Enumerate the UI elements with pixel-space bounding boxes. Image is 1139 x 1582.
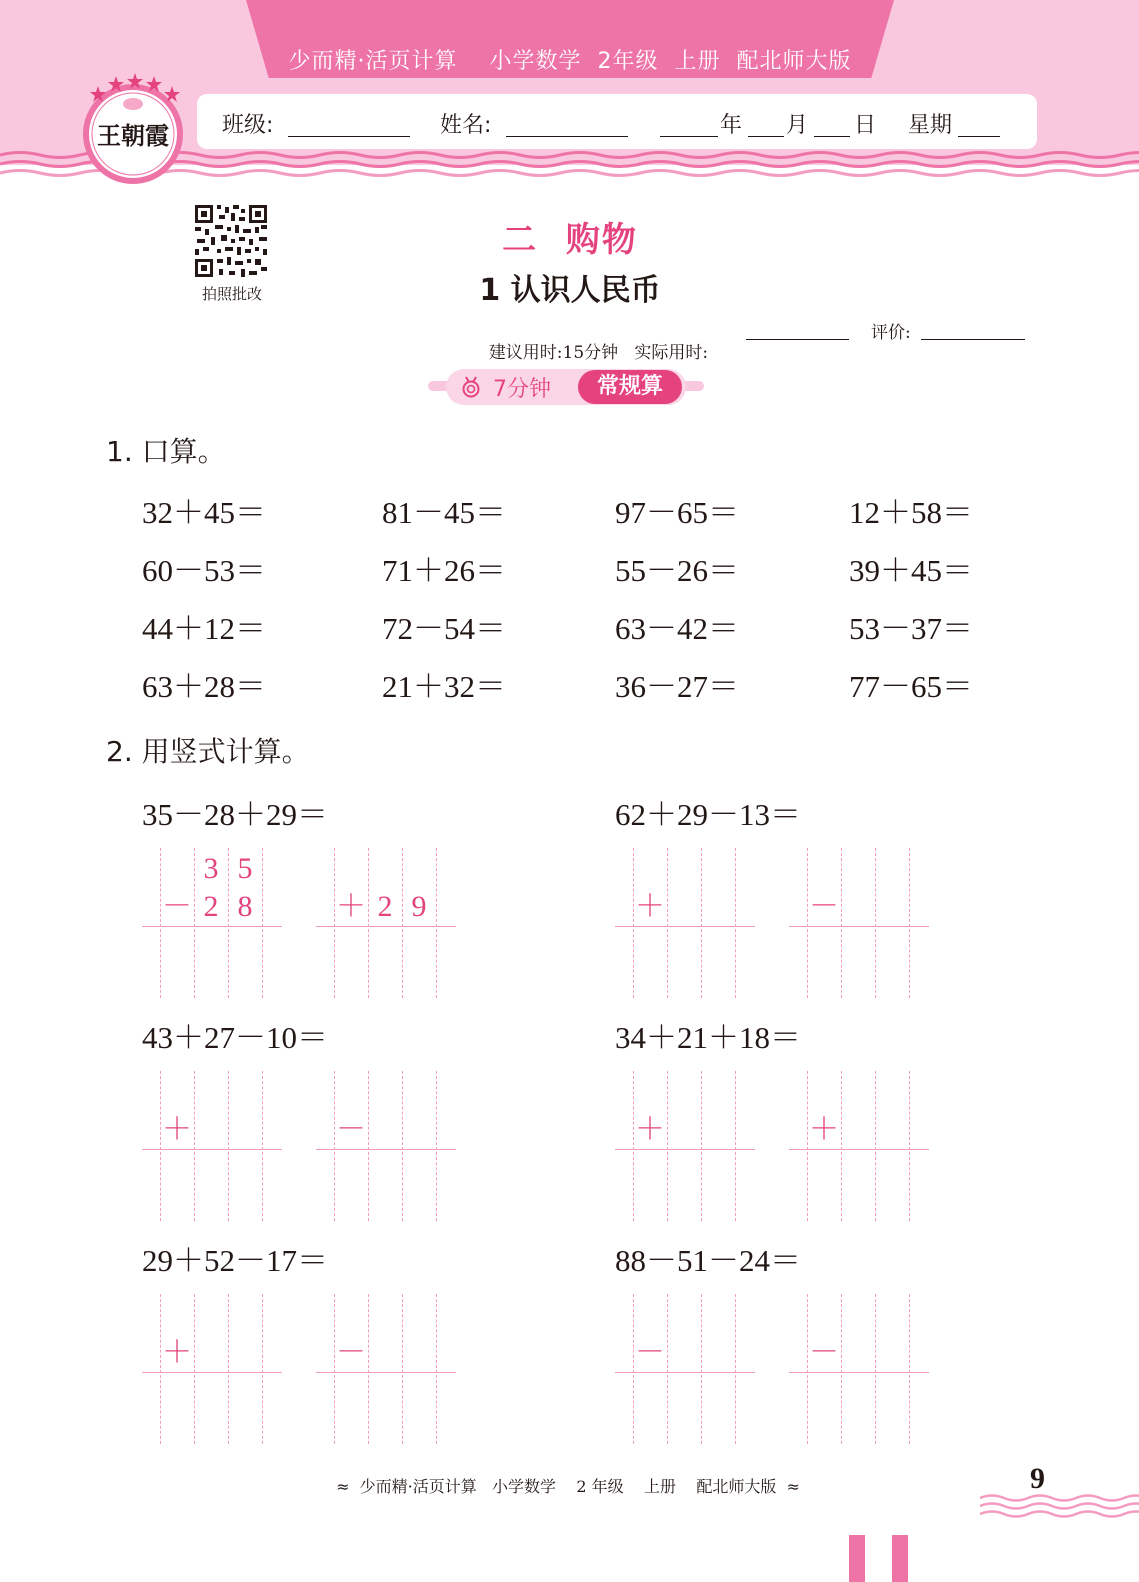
- vertical-calc-expression: 88－51－24＝: [615, 1243, 801, 1278]
- day-field[interactable]: [814, 110, 850, 137]
- vertical-calc-expression: 35－28＋29＝: [142, 797, 328, 832]
- q2-title: 2. 用竖式计算。: [106, 735, 310, 768]
- mental-calc-item: 39＋45＝: [849, 553, 973, 588]
- grid-operator: －: [809, 890, 839, 923]
- year-label: 年: [720, 113, 743, 138]
- grid-operator: ＋: [635, 890, 665, 923]
- grid-digit: 3: [203, 852, 219, 885]
- mental-calc-item: 77－65＝: [849, 669, 973, 704]
- vertical-calc-grid[interactable]: [615, 1071, 755, 1221]
- mental-calc-item: 36－27＝: [615, 669, 739, 704]
- vertical-calc-expression: 34＋21＋18＝: [615, 1020, 801, 1055]
- name-field[interactable]: [506, 110, 628, 137]
- mental-calc-item: 32＋45＝: [142, 495, 266, 530]
- grid-digit: 9: [411, 890, 427, 923]
- footer-wave-decoration: [980, 1484, 1139, 1524]
- page-number: 9: [1030, 1462, 1045, 1495]
- actual-time-label: 实际用时:: [634, 343, 709, 363]
- section-title: 二 购物: [502, 220, 638, 260]
- month-field[interactable]: [748, 110, 784, 137]
- grid-operator: ＋: [336, 890, 366, 923]
- day-label: 日: [854, 113, 877, 138]
- vertical-calc-grid[interactable]: [789, 1071, 929, 1221]
- name-label: 姓名:: [440, 113, 492, 138]
- mental-calc-item: 55－26＝: [615, 553, 739, 588]
- page-edge-tab: [892, 1535, 908, 1582]
- qr-label: 拍照批改: [201, 285, 262, 303]
- grid-digit: 8: [237, 890, 253, 923]
- vertical-calc-grid[interactable]: [789, 1294, 929, 1444]
- mental-calc-item: 21＋32＝: [382, 669, 506, 704]
- calc-type-tag: 常规算: [578, 370, 682, 404]
- grid-operator: ＋: [809, 1113, 839, 1146]
- month-label: 月: [786, 113, 809, 138]
- weekday-field[interactable]: [958, 110, 1000, 137]
- vertical-calc-grid[interactable]: [615, 848, 755, 998]
- mental-calc-item: 12＋58＝: [849, 495, 973, 530]
- brand-logo-icon: [78, 72, 188, 187]
- grid-digit: 2: [203, 890, 219, 923]
- mental-calc-item: 53－37＝: [849, 611, 973, 646]
- vertical-calc-grid[interactable]: [142, 848, 282, 998]
- mental-calc-item: 44＋12＝: [142, 611, 266, 646]
- grid-operator: －: [336, 1113, 366, 1146]
- q1-title: 1. 口算。: [106, 435, 226, 468]
- mental-calc-item: 81－45＝: [382, 495, 506, 530]
- suggested-time: 建议用时:15分钟: [488, 343, 619, 363]
- grid-operator: ＋: [635, 1113, 665, 1146]
- qr-code-icon[interactable]: [193, 203, 269, 279]
- vertical-calc-expression: 29＋52－17＝: [142, 1243, 328, 1278]
- class-field[interactable]: [288, 110, 410, 137]
- mental-calc-item: 71＋26＝: [382, 553, 506, 588]
- book-title: 少而精·活页计算 小学数学 2年级 上册 配北师大版: [288, 49, 852, 74]
- grid-operator: －: [635, 1336, 665, 1369]
- mental-calc-item: 60－53＝: [142, 553, 266, 588]
- mental-calc-item: 63－42＝: [615, 611, 739, 646]
- year-field[interactable]: [660, 110, 718, 137]
- vertical-calc-grid[interactable]: [142, 1071, 282, 1221]
- evaluation-field[interactable]: [921, 339, 1025, 340]
- timer-text: 7分钟: [493, 377, 551, 402]
- vertical-calc-expression: 62＋29－13＝: [615, 797, 801, 832]
- grid-digit: 5: [237, 852, 253, 885]
- vertical-calc-grid[interactable]: [615, 1294, 755, 1444]
- class-label: 班级:: [222, 113, 274, 138]
- medal-icon: [460, 376, 482, 398]
- vertical-calc-grid[interactable]: [789, 848, 929, 998]
- vertical-calc-grid[interactable]: [316, 1071, 456, 1221]
- grid-operator: －: [162, 890, 192, 923]
- vertical-calc-grid[interactable]: [316, 1294, 456, 1444]
- vertical-calc-grid[interactable]: [142, 1294, 282, 1444]
- grid-operator: －: [336, 1336, 366, 1369]
- vertical-calc-expression: 43＋27－10＝: [142, 1020, 328, 1055]
- mental-calc-item: 63＋28＝: [142, 669, 266, 704]
- lesson-title: 1 认识人民币: [479, 273, 661, 308]
- grid-operator: ＋: [162, 1113, 192, 1146]
- grid-digit: 2: [377, 890, 393, 923]
- time-row: [478, 318, 708, 363]
- vertical-calc-grid[interactable]: [316, 848, 456, 998]
- grid-operator: －: [809, 1336, 839, 1369]
- weekday-label: 星期: [908, 113, 953, 138]
- grid-operator: ＋: [162, 1336, 192, 1369]
- logo-text: 王朝霞: [97, 121, 169, 150]
- footer-book-title: ≈ 少而精·活页计算 小学数学 2 年级 上册 配北师大版 ≈: [336, 1477, 800, 1496]
- mental-calc-item: 72－54＝: [382, 611, 506, 646]
- actual-time-field[interactable]: [746, 339, 849, 340]
- page-edge-tab: [849, 1535, 865, 1582]
- mental-calc-item: 97－65＝: [615, 495, 739, 530]
- evaluation-label: 评价:: [871, 323, 911, 343]
